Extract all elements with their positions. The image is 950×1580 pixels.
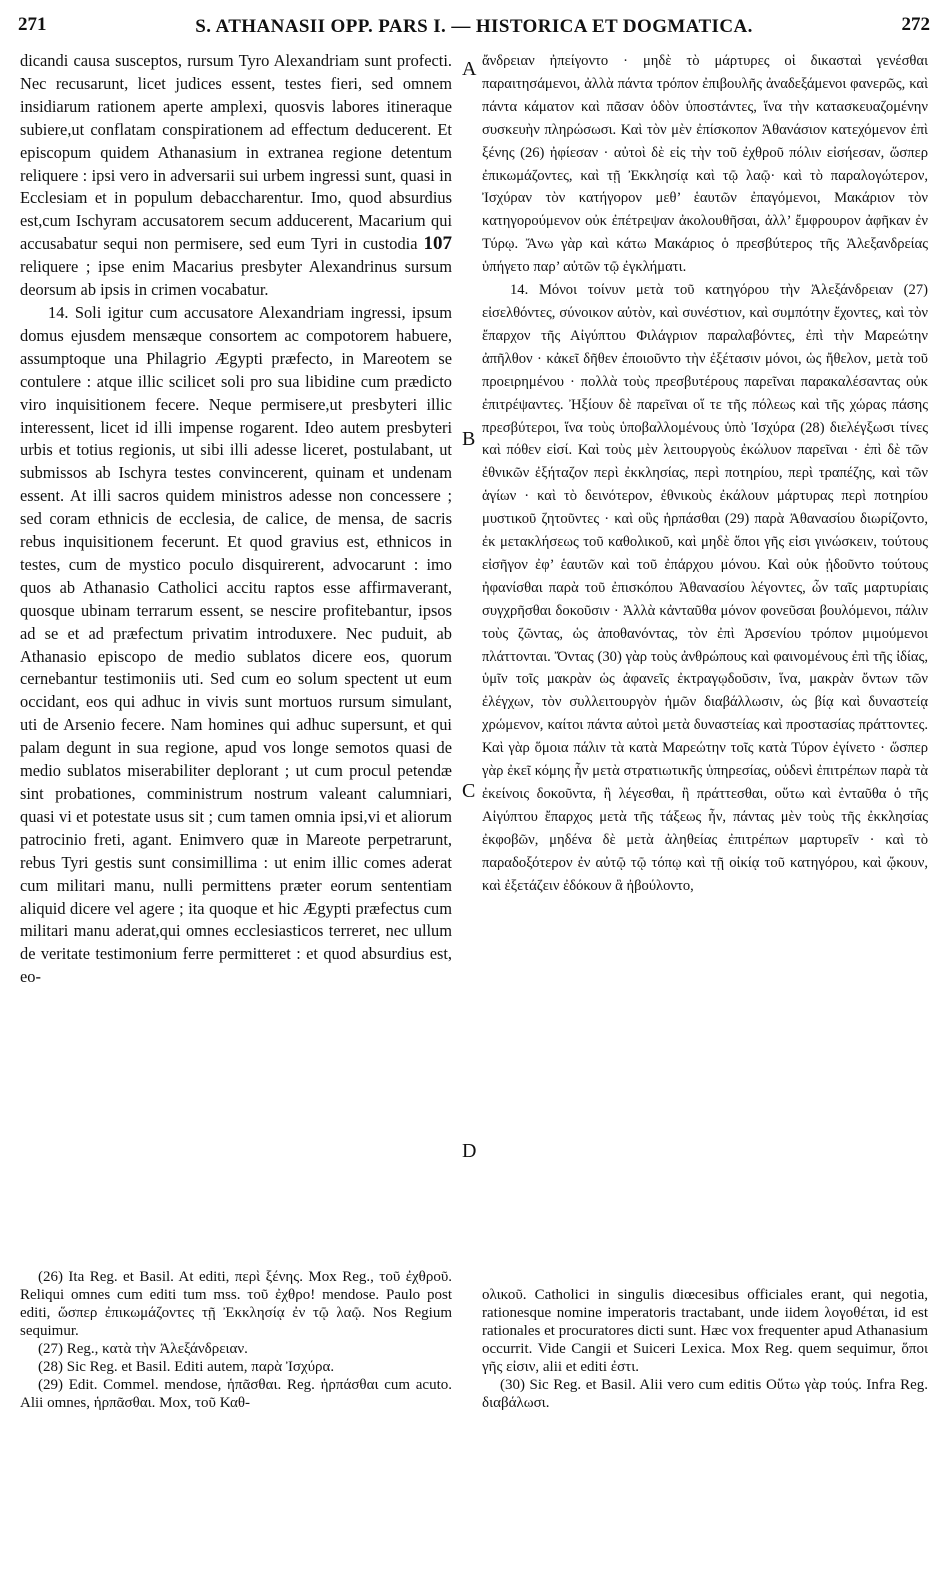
latin-paragraph-1b: Tyri in custodia reliquere ; ipse enim Macarius presbyter Alexandrinus sursum deorsum ab ipsis in crimen vocabatur. — [20, 234, 452, 300]
footnotes-left — [20, 1268, 452, 1412]
running-header — [18, 14, 930, 44]
footnote-26: (26) Ita Reg. et Basil. At editi, περὶ ξένης. Mox Reg., τοῦ ἐχθροῦ. Reliqui omnes cum editi tum mss. τοῦ ἐχθρο! mendose. Paulo post editi, ὥσπερ ἐπικωμάζοντες τῇ Ἐκκλησίᾳ ἐν τῷ λαῷ. Nos Regium sequimur. — [20, 1269, 452, 1339]
margin-letter-a: A — [462, 58, 477, 80]
greek-column — [482, 50, 928, 898]
footnote-30: (30) Sic Reg. et Basil. Alii vero cum editis Οὕτω γὰρ τούς. Infra Reg. διαβάλωσι. — [482, 1377, 928, 1411]
footnotes-right — [482, 1286, 928, 1412]
footnote-28: (28) Sic Reg. et Basil. Editi autem, παρὰ Ἰσχύρα. — [38, 1359, 335, 1375]
running-title: S. ATHANASII OPP. PARS I. — HISTORICA ET DOGMATICA. — [195, 16, 753, 37]
latin-paragraph-1 — [20, 50, 452, 302]
footnote-27: (27) Reg., κατὰ τὴν Ἀλεξάνδρειαν. — [38, 1341, 248, 1357]
footnote-29-continued: ολικοῦ. Catholici in singulis diœcesibus officiales erant, qui negotia, rationesque nomine imperatoris tractabant, unde iidem λογοθέται, id est rationales et procuratores dicti sunt. Hæc vox frequenter apud Athanasium occurrit. Vide Cangii et Suiceri Lexica. Mox Reg. quem sequimur, ὅποι γῆς εἰσιν, alii et editi ἐστι. — [482, 1287, 928, 1375]
margin-number-107: 107 — [423, 233, 452, 255]
greek-paragraph-1: ἄνδρειαν ἠπείγοντο · μηδὲ τὸ μάρτυρες οἱ δικασταὶ γενέσθαι παραιτησάμενοι, ἀλλὰ πάντα τρόπον ἐπιβουλῆς ἀναδεξάμενοι φανερῶς, καὶ πάντα κάματον καὶ πᾶσαν ὁδὸν ὑποστάντες, ἵνα τὴν κατασκευαζομένην συσκευὴν πληρώσωσι. Καὶ τὸν μὲν ἐπίσκοπον Ἀθανάσιον κατεχόμενον ἐπὶ ξένης (26) ἠφίεσαν · αὐτοὶ δὲ εἰς τὴν τοῦ ἐχθροῦ πόλιν εἰσήεσαν, ὥσπερ ἐπικωμάζοντες, καὶ τῇ Ἐκκλησίᾳ καὶ τῷ λαῷ· καὶ τὸ παραλογώτερον, Ἰσχύραν τὸν κατήγορον μεθ’ ἑαυτῶν ἐπαγόμενοι, Μακάριον τὸν κατηγορούμενον οὐκ ἐπέτρεψαν ἀκολουθῆσαι, ἀλλ’ ἔμφρουρον ἀφῆκαν ἐν Τύρῳ. Ἄνω γὰρ καὶ κάτω Μακάριος ὁ πρεσβύτερος τῆς Ἀλεξανδρείας ὑπήγετο παρ’ αὐτῶν τῷ ἐγκλήματι. — [482, 53, 928, 276]
greek-paragraph-2: 14. Μόνοι τοίνυν μετὰ τοῦ κατηγόρου τὴν Ἀλεξάνδρειαν (27) εἰσελθόντες, σύνοικον αὐτὸν, καὶ συνέστιον, καὶ συμπότην ἔχοντες, καὶ τὸν ἔπαρχον τῆς Αἰγύπτου Φιλάγριον παραλαβόντες, ἐπὶ τὴν Μαρεώτην ἀπῆλθον · κἀκεῖ δῆθεν ἐποιοῦντο τὴν ἐξέτασιν μόνοι, ὡς ἤθελον, μετὰ τοῦ προειρημένου · πολλὰ τοὺς πρεσβυτέρους παρεῖναι παρακαλέσαντας οὐκ ἐπιτρέψαντες. Ἠξίουν δὲ παρεῖναι οἵ τε τῆς πόλεως καὶ τῆς χώρας πάσης πρεσβύτεροι, ἵνα τοὺς ὑποβαλλομένους ὑπὸ Ἰσχύρα (28) διελέγξωσι τίνες καὶ πόθεν εἰσί. Καὶ τοὺς μὲν λειτουργοὺς ἐκώλυον παρεῖναι · ἐπὶ δὲ τῶν ἐθνικῶν ἐξήταζον περὶ ἐκκλησίας, περὶ ποτηρίου, περὶ τραπέζης, καὶ τῶν ἁγίων · καὶ τὸ δεινότερον, ἐθνικοὺς ἐκάλουν μάρτυρας περὶ ποτηρίου μυστικοῦ ζητοῦντες · καὶ οὓς ἡρπάσθαι (29) παρὰ Ἀθανασίου διωρίζοντο, ἐκ μετακλήσεως τοῦ καθολικοῦ, καὶ μηδὲ ὅποι γῆς εἰσι γινώσκειν, τούτους εἰσῆγον ἐφ’ ἑαυτῶν καὶ τοῦ ἐπάρχου μόνου. Καὶ οὐκ ᾐδοῦντο τούτους ἠφανίσθαι παρὰ τοῦ ἐπισκόπου Ἀθανασίου λέγοντες, ὧν ταῖς μαρτυρίαις συγχρῆσθαι δοκοῦσιν · Ἀλλὰ κἀνταῦθα μόνον φονεῦσαι βουλόμενοι, πάλιν τοὺς ζῶντας, ὡς ἀποθανόντας, τὸν ἐπὶ Ἀρσενίου τρόπον μιμούμενοι πλάττονται. Ὄντας (30) γὰρ τοὺς ἀνθρώπους καὶ φαινομένους ἐπὶ τῆς ἰδίας, ὑμῖν τοῖς μακρὰν ὡς ἀφανεῖς ἐκτραγῳδοῦσιν, ἵνα, μακρὰν ὄντων τῶν ἐλέγχων, τὸν συλλειτουργὸν ἡμῶν διαβάλλωσιν, ὡς βίᾳ καὶ δυναστείᾳ χρώμενον, καίτοι πάντα αὐτοὶ μετὰ δυναστείας καὶ προστασίας πράττοντες. Καὶ γὰρ ὅμοια πάλιν τὰ κατὰ Μαρεώτην τοῖς κατὰ Τύρον ἐγίνετο · ὥσπερ γὰρ ἐκεῖ κόμης ἦν μετὰ στρατιωτικῆς ὑπηρεσίας, οὐδενὶ ἐπιτρέπων παρὰ τὰ ἐκείνοις δοκοῦντα, ἢ λέγεσθαι, ἢ πράττεσθαι, οὕτω καὶ ἐνταῦθα ὁ τῆς Αἰγύπτου ἔπαρχος μετὰ τῆς τάξεως ἦν, πάντας μὲν τοὺς τῆς ἐκκλησίας ἐκφοβῶν, μηδένα δὲ μετὰ ἀληθείας ἐπιτρέπων μαρτυρεῖν · καὶ τὸ παραδοξότερον ἐν αὐτῷ τῷ τόπῳ καὶ τῇ οἰκίᾳ τοῦ κατηγόρου, καὶ ᾤκουν, καὶ ἐξετάζειν ἐδόκουν ἃ ἠβούλοντο, — [482, 282, 928, 894]
margin-letter-b: B — [462, 428, 476, 450]
footnote-29: (29) Edit. Commel. mendose, ἡπᾶσθαι. Reg. ἡρπάσθαι cum acuto. Alii omnes, ἡρπᾶσθαι. Mox, τοῦ Καθ- — [20, 1377, 452, 1411]
latin-paragraph-2: 14. Soli igitur cum accusatore Alexandriam ingressi, ipsum domus ejusdem mensæque consortem ac compotorem habuere, assumptoque una Philagrio Ægypti præfecto, in Mareotem se contulere : atque illic scilicet soli pro sua libidine cum prædicto viro inquisitionem fecere. Neque permisere,ut presbyteri illic interessent, licet id illi impense rogarent. Ideo autem presbyteri urbis et totius regionis, ut sibi illi adesse liceret, postulabant, ut submissos ab Ischyra testes convincerent, quinam et undenam essent. At illi sacros quidem ministros adesse non concessere ; sed coram ethnicis de ecclesia, de calice, de mensa, de sacris rebus inquisitionem fecerunt. Et quod gravius est, ethnicos in testes, cum de mystico poculo disquirerent, advocarunt : imo quos ab Athanasio Catholici accitu raptos esse affirmaverant, quosque ubinam terrarum essent, se nescire profitebantur, ipsos ad se et ad præfectum privatim introduxere. Nec puduit, ab Athanasio episcopo de medio sublatos dicere eos, quorum cernebantur testimoniis uti. Sed cum eo solum spectent ut eum occidant, eos qui adhuc in vivis sunt mortuos rursum simulant, uti de Arsenio fecere. Nam homines qui adhuc supersunt, et qui palam degunt in sua regione, apud vos longe semotos quasi de medio sublatos miserabiliter deplorant ; ut cum procul petendæ sint probationes, comministrum nostrum valeant calumniari, quasi vi et potestate usus sit ; cum tamen omnia ipsi,vi et aliorum patrocinio freti, agant. Enimvero quæ in Mareote perpetrarunt, rebus Tyri gestis sunt consimillima : ut enim illic comes aderat cum militari manu, nulli permittens præter eorum sententiam aliquid dicere vel agere ; ita quoque et hic Ægypti præfectus cum militari manu aderat,qui omnes ecclesiasticos terreret, nec ullum de veritate testimonium ferre permitteret : et quod absurdius est, eo- — [20, 302, 452, 987]
page-number-right: 272 — [901, 14, 930, 35]
latin-column — [20, 50, 452, 989]
page-number-left: 271 — [18, 14, 47, 35]
latin-paragraph-1a: dicandi causa susceptos, rursum Tyro Alexandriam sunt profecti. Nec recusarunt, licet judices essent, testes fieri, sed omnem insidiarum rationem aperte amplexi, quosvis labores itineraque subiere,ut conflatam conspirationem ad effectum deducerent. Et episcopum quidem Athanasium in extranea regione detentum reliquere : ipsi vero in adversarii sui urbem ingressi sunt, quasi in Ecclesiam et in populum debaccharentur. Imo, quod absurdius est,cum Ischyram accusatorem secum adducerent, Macarium qui accusabatur sequi non permisere, sed eum — [20, 51, 452, 254]
margin-letter-c: C — [462, 780, 476, 802]
margin-letter-d: D — [462, 1140, 477, 1162]
